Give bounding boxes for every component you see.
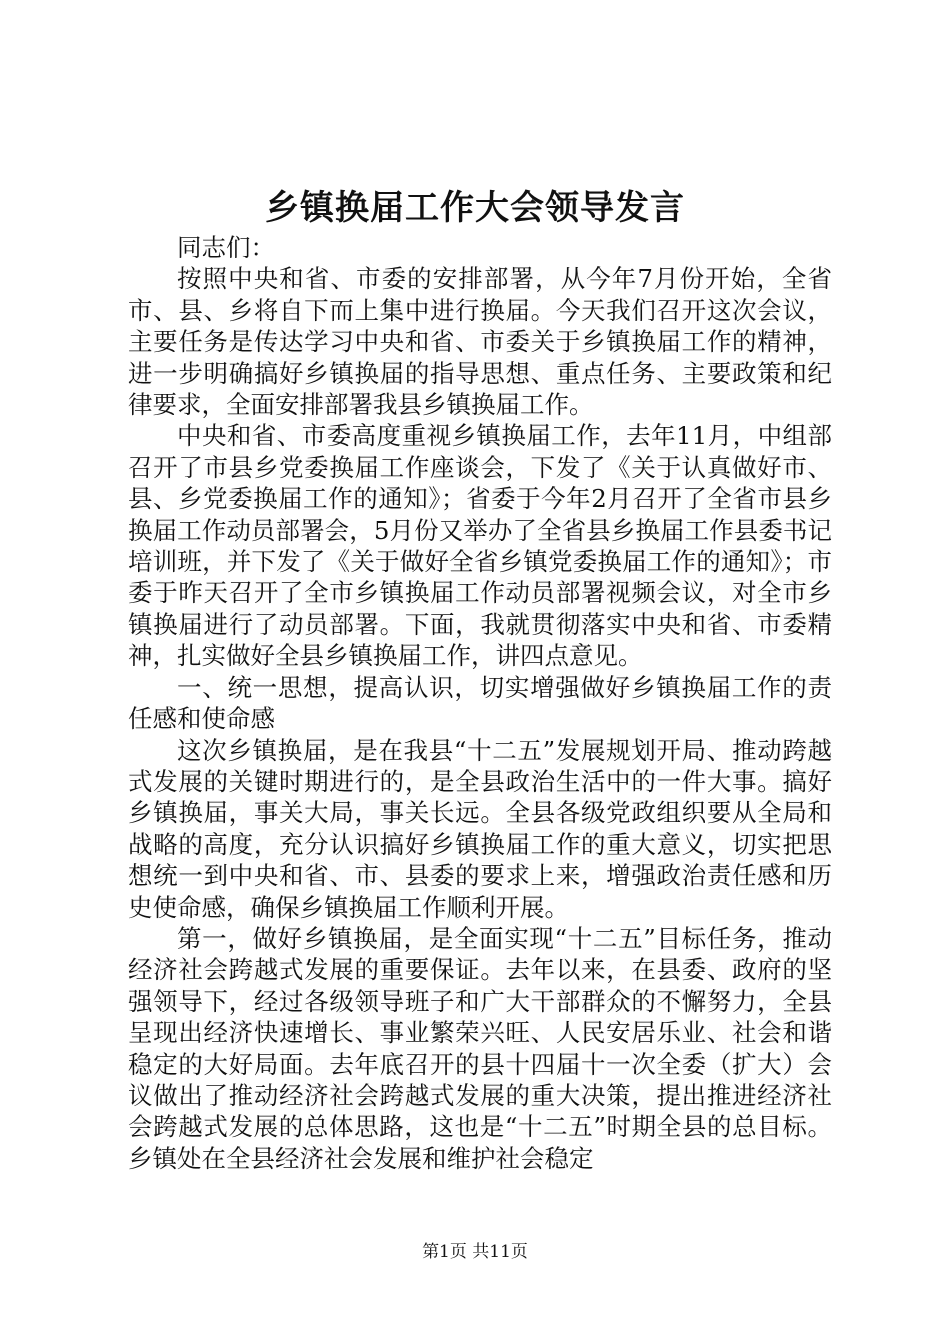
section-heading: 一、统一思想，提高认识，切实增强做好乡镇换届工作的责任感和使命感 (128, 672, 832, 734)
paragraph: 中央和省、市委高度重视乡镇换届工作，去年11月，中组部召开了市县乡党委换届工作座谈会，下发了《关于认真做好市、县、乡党委换届工作的通知》；省委于今年2月召开了全省市县乡换届工作动员部署会，5月份又举办了全省县乡换届工作县委书记培训班，并下发了《关于做好全省乡镇党委换届工作的通知》；市委于昨天召开了全市乡镇换届工作动员部署视频会议，对全市乡镇换届进行了动员部署。下面，我就贯彻落实中央和省、市委精神，扎实做好全县乡镇换届工作，讲四点意见。 (128, 421, 832, 671)
document-title: 乡镇换届工作大会领导发言 (265, 188, 685, 228)
paragraph: 这次乡镇换届，是在我县“十二五”发展规划开局、推动跨越式发展的关键时期进行的，是全县政治生活中的一件大事。搞好乡镇换届，事关大局，事关长远。全县各级党政组织要从全局和战略的高度，充分认识搞好乡镇换届工作的重大意义，切实把思想统一到中央和省、市、县委的要求上来，增强政治责任感和历史使命感，确保乡镇换届工作顺利开展。 (128, 735, 832, 922)
document-body (128, 232, 832, 1174)
paragraph: 第一，做好乡镇换届，是全面实现“十二五”目标任务，推动经济社会跨越式发展的重要保证。去年以来，在县委、政府的坚强领导下，经过各级领导班子和广大干部群众的不懈努力，全县呈现出经济快速增长、事业繁荣兴旺、人民安居乐业、社会和谐稳定的大好局面。去年底召开的县十四届十一次全委（扩大）会议做出了推动经济社会跨越式发展的重大决策，提出推进经济社会跨越式发展的总体思路，这也是“十二五”时期全县的总目标。乡镇处在全县经济社会发展和维护社会稳定 (128, 923, 832, 1173)
paragraph: 按照中央和省、市委的安排部署，从今年7月份开始，全省市、县、乡将自下而上集中进行换届。今天我们召开这次会议，主要任务是传达学习中央和省、市委关于乡镇换届工作的精神，进一步明确搞好乡镇换届的指导思想、重点任务、主要政策和纪律要求，全面安排部署我县乡镇换届工作。 (128, 264, 832, 420)
page-number-footer: 第1页 共11页 (422, 1242, 528, 1262)
paragraph-salutation: 同志们： (177, 233, 275, 262)
